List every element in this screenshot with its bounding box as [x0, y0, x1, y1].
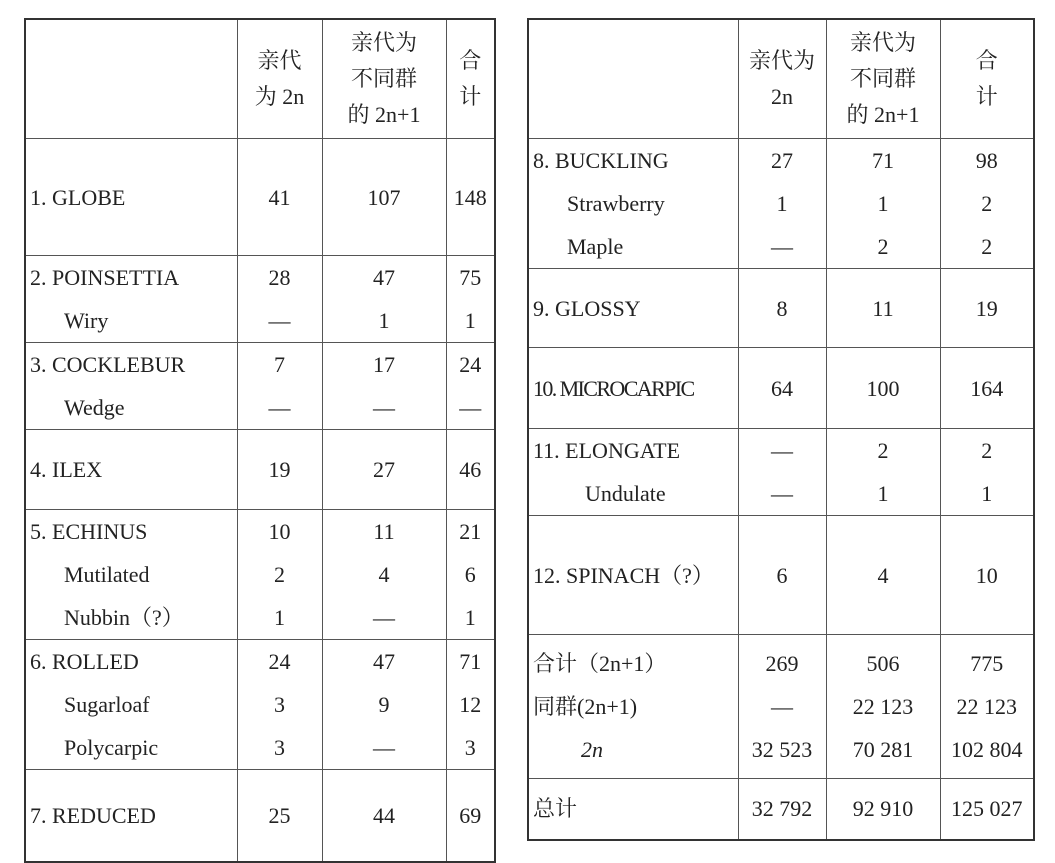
cell: [826, 348, 940, 429]
row-name: 7. REDUCED: [30, 802, 156, 828]
header-line: 计: [975, 84, 998, 109]
row-name-cell: [25, 770, 237, 862]
row-name: 2. POINSETTIA: [30, 265, 180, 290]
row-name-cell: [528, 516, 738, 635]
header-line: 不同群: [350, 66, 417, 91]
row-name-cell: [528, 348, 738, 429]
cell-value: —: [268, 395, 291, 420]
row-name-cell: [25, 430, 237, 510]
header-line: 亲代为: [748, 48, 815, 73]
cell-value: 11: [373, 519, 395, 544]
row-name-cell: [25, 640, 237, 770]
header-line: 的 2n+1: [347, 102, 421, 127]
cell: [940, 139, 1034, 269]
cell-value: 27: [771, 148, 793, 173]
table-row: [528, 635, 1034, 779]
cell: [940, 779, 1034, 840]
row-subname: Wiry: [64, 308, 109, 333]
cell-value: 3: [274, 692, 285, 717]
header-line: 合: [459, 48, 482, 73]
cell: [940, 429, 1034, 516]
cell-value: 92 910: [852, 796, 914, 822]
cell-value: 1: [877, 191, 889, 216]
header-name: [528, 19, 738, 139]
cell-value: 24: [268, 649, 291, 674]
table-row: [25, 256, 495, 343]
header-line: 亲代: [257, 48, 302, 73]
row-subname: Strawberry: [567, 191, 665, 216]
header-parent-2n1: [322, 19, 446, 139]
cell-value: 2: [877, 234, 889, 259]
cell: [826, 516, 940, 635]
cell-value: 107: [367, 184, 401, 210]
cell: [446, 770, 495, 862]
table-row: [528, 348, 1034, 429]
cell: [738, 635, 826, 779]
table-row: [25, 430, 495, 510]
row-name: 总计: [533, 796, 578, 822]
cell: [446, 256, 495, 343]
cell: [826, 139, 940, 269]
cell-value: 8: [776, 295, 788, 321]
cell: [940, 269, 1034, 348]
cell: [322, 256, 446, 343]
cell-value: 22 123: [956, 694, 1017, 719]
cell-value: 19: [268, 457, 291, 482]
cell-value: 47: [373, 265, 395, 290]
header-line: 的 2n+1: [846, 102, 920, 127]
row-name-cell: [528, 779, 738, 840]
cell: [446, 343, 495, 430]
cell-value: 2: [274, 562, 285, 587]
cell: [322, 640, 446, 770]
table-row: [25, 139, 495, 256]
row-name-cell: [528, 139, 738, 269]
cell: [237, 343, 322, 430]
header-line: 计: [459, 84, 482, 109]
cell-value: 28: [268, 265, 291, 290]
header-parent-2n1: [826, 19, 940, 139]
cell: [738, 269, 826, 348]
cell-value: 19: [975, 295, 998, 321]
cell-value: —: [771, 694, 793, 719]
cell-value: 27: [373, 457, 395, 482]
cell-value: 24: [459, 352, 482, 377]
cell-value: 12: [459, 692, 482, 717]
cell: [826, 635, 940, 779]
cell-value: 75: [459, 265, 482, 290]
row-subname: Wedge: [64, 395, 125, 420]
header-line: 为 2n: [254, 84, 305, 109]
header-line: 亲代为: [849, 30, 916, 55]
cell-value: 32 792: [751, 796, 813, 822]
cell-value: 164: [970, 375, 1004, 401]
cell-value: 44: [373, 802, 395, 828]
header-parent-2n: [237, 19, 322, 139]
row-name: 10. MICROCARPIC: [533, 375, 694, 401]
cell: [322, 430, 446, 510]
cell-value: 41: [268, 184, 291, 210]
cell-value: —: [268, 308, 291, 333]
cell-value: 98: [975, 148, 998, 173]
cell-value: —: [373, 605, 395, 630]
cell-value: 2: [981, 438, 993, 463]
cell: [322, 343, 446, 430]
cell-value: 70 281: [852, 737, 914, 762]
cell-value: 2: [877, 438, 889, 463]
cell-value: 1: [877, 481, 889, 506]
row-subname: Mutilated: [64, 562, 150, 587]
cell-value: 22 123: [852, 694, 914, 719]
cell: [940, 635, 1034, 779]
cell: [322, 510, 446, 640]
cell: [237, 640, 322, 770]
row-name: 12. SPINACH（?）: [533, 562, 714, 588]
cell-value: 47: [373, 649, 395, 674]
cell-value: 10: [268, 519, 291, 544]
header-total: [940, 19, 1034, 139]
cell-value: 11: [872, 295, 894, 321]
cell: [940, 516, 1034, 635]
cell: [322, 770, 446, 862]
header-line: 不同群: [849, 66, 916, 91]
cell: [237, 139, 322, 256]
cell-value: 269: [765, 651, 799, 676]
cell-value: —: [373, 735, 395, 760]
cell-value: 7: [274, 352, 285, 377]
header-name: [25, 19, 237, 139]
row-subname: Undulate: [585, 481, 666, 506]
cell-value: 64: [771, 375, 793, 401]
cell-value: 2: [981, 234, 993, 259]
header-line: 2n: [771, 84, 793, 109]
cell: [826, 779, 940, 840]
cell-value: 148: [453, 184, 487, 210]
row-name: 4. ILEX: [30, 457, 103, 482]
cell-value: 1: [378, 308, 390, 333]
cell: [446, 139, 495, 256]
cell-value: 71: [872, 148, 894, 173]
cell-value: 1: [464, 308, 476, 333]
row-name: 9. GLOSSY: [533, 295, 641, 321]
cell: [738, 779, 826, 840]
cell-value: —: [771, 481, 793, 506]
table-row: [528, 139, 1034, 269]
cell-value: 3: [274, 735, 285, 760]
table-row: [528, 269, 1034, 348]
cell-value: 3: [464, 735, 476, 760]
table-row: [528, 779, 1034, 840]
left-table: [24, 18, 496, 863]
header-row: [25, 19, 495, 139]
cell: [237, 770, 322, 862]
row-name-cell: [25, 510, 237, 640]
row-name: 5. ECHINUS: [30, 519, 148, 544]
cell-value: 4: [378, 562, 390, 587]
row-subname: 2n: [581, 737, 603, 762]
cell: [738, 516, 826, 635]
cell: [237, 510, 322, 640]
cell-value: 25: [268, 802, 291, 828]
cell-value: 1: [464, 605, 476, 630]
cell-value: 775: [970, 651, 1004, 676]
cell: [738, 348, 826, 429]
row-name: 6. ROLLED: [30, 649, 139, 674]
cell-value: 6: [776, 562, 788, 588]
row-name-cell: [25, 256, 237, 343]
row-name-cell: [528, 269, 738, 348]
cell: [237, 430, 322, 510]
cell: [237, 256, 322, 343]
cell: [446, 510, 495, 640]
cell-value: 1: [274, 605, 285, 630]
cell: [446, 430, 495, 510]
header-row: [528, 19, 1034, 139]
cell: [826, 429, 940, 516]
header-total: [446, 19, 495, 139]
cell: [446, 640, 495, 770]
row-name-cell: [528, 429, 738, 516]
cell-value: 2: [981, 191, 993, 216]
cell: [738, 139, 826, 269]
cell-value: 9: [378, 692, 390, 717]
row-name: 8. BUCKLING: [533, 148, 669, 173]
table-row: [25, 640, 495, 770]
cell: [826, 269, 940, 348]
cell-value: 125 027: [951, 796, 1023, 822]
row-name-cell: [25, 139, 237, 256]
cell-value: 71: [459, 649, 482, 674]
cell-value: 10: [975, 562, 998, 588]
cell-value: 1: [776, 191, 788, 216]
cell: [940, 348, 1034, 429]
row-name: 3. COCKLEBUR: [30, 352, 186, 377]
right-table: [527, 18, 1035, 841]
cell-value: 506: [866, 651, 900, 676]
table-row: [528, 516, 1034, 635]
row-name: 同群(2n+1): [533, 694, 638, 719]
row-name-cell: [25, 343, 237, 430]
row-subname: Sugarloaf: [64, 692, 150, 717]
cell-value: 69: [459, 802, 482, 828]
header-line: 亲代为: [350, 30, 417, 55]
cell-value: 6: [464, 562, 476, 587]
cell: [738, 429, 826, 516]
cell: [322, 139, 446, 256]
cell-value: 102 804: [951, 737, 1023, 762]
row-name-cell: [528, 635, 738, 779]
table-row: [25, 510, 495, 640]
row-name: 1. GLOBE: [30, 184, 126, 210]
row-name: 11. ELONGATE: [533, 438, 681, 463]
cell-value: 46: [459, 457, 482, 482]
cell-value: —: [373, 395, 395, 420]
cell-value: —: [771, 438, 793, 463]
table-row: [528, 429, 1034, 516]
header-parent-2n: [738, 19, 826, 139]
cell-value: —: [459, 395, 482, 420]
row-name: 合计（2n+1）: [533, 651, 667, 676]
cell-value: 4: [877, 562, 889, 588]
cell-value: 1: [981, 481, 993, 506]
row-subname: Polycarpic: [64, 735, 159, 760]
row-subname: Maple: [567, 234, 624, 259]
table-row: [25, 770, 495, 862]
table-row: [25, 343, 495, 430]
cell-value: 17: [373, 352, 395, 377]
row-subname: Nubbin（?）: [64, 605, 184, 630]
cell-value: 100: [866, 375, 900, 401]
cell-value: 21: [459, 519, 482, 544]
cell-value: 32 523: [751, 737, 813, 762]
header-line: 合: [975, 48, 998, 73]
cell-value: —: [771, 234, 793, 259]
